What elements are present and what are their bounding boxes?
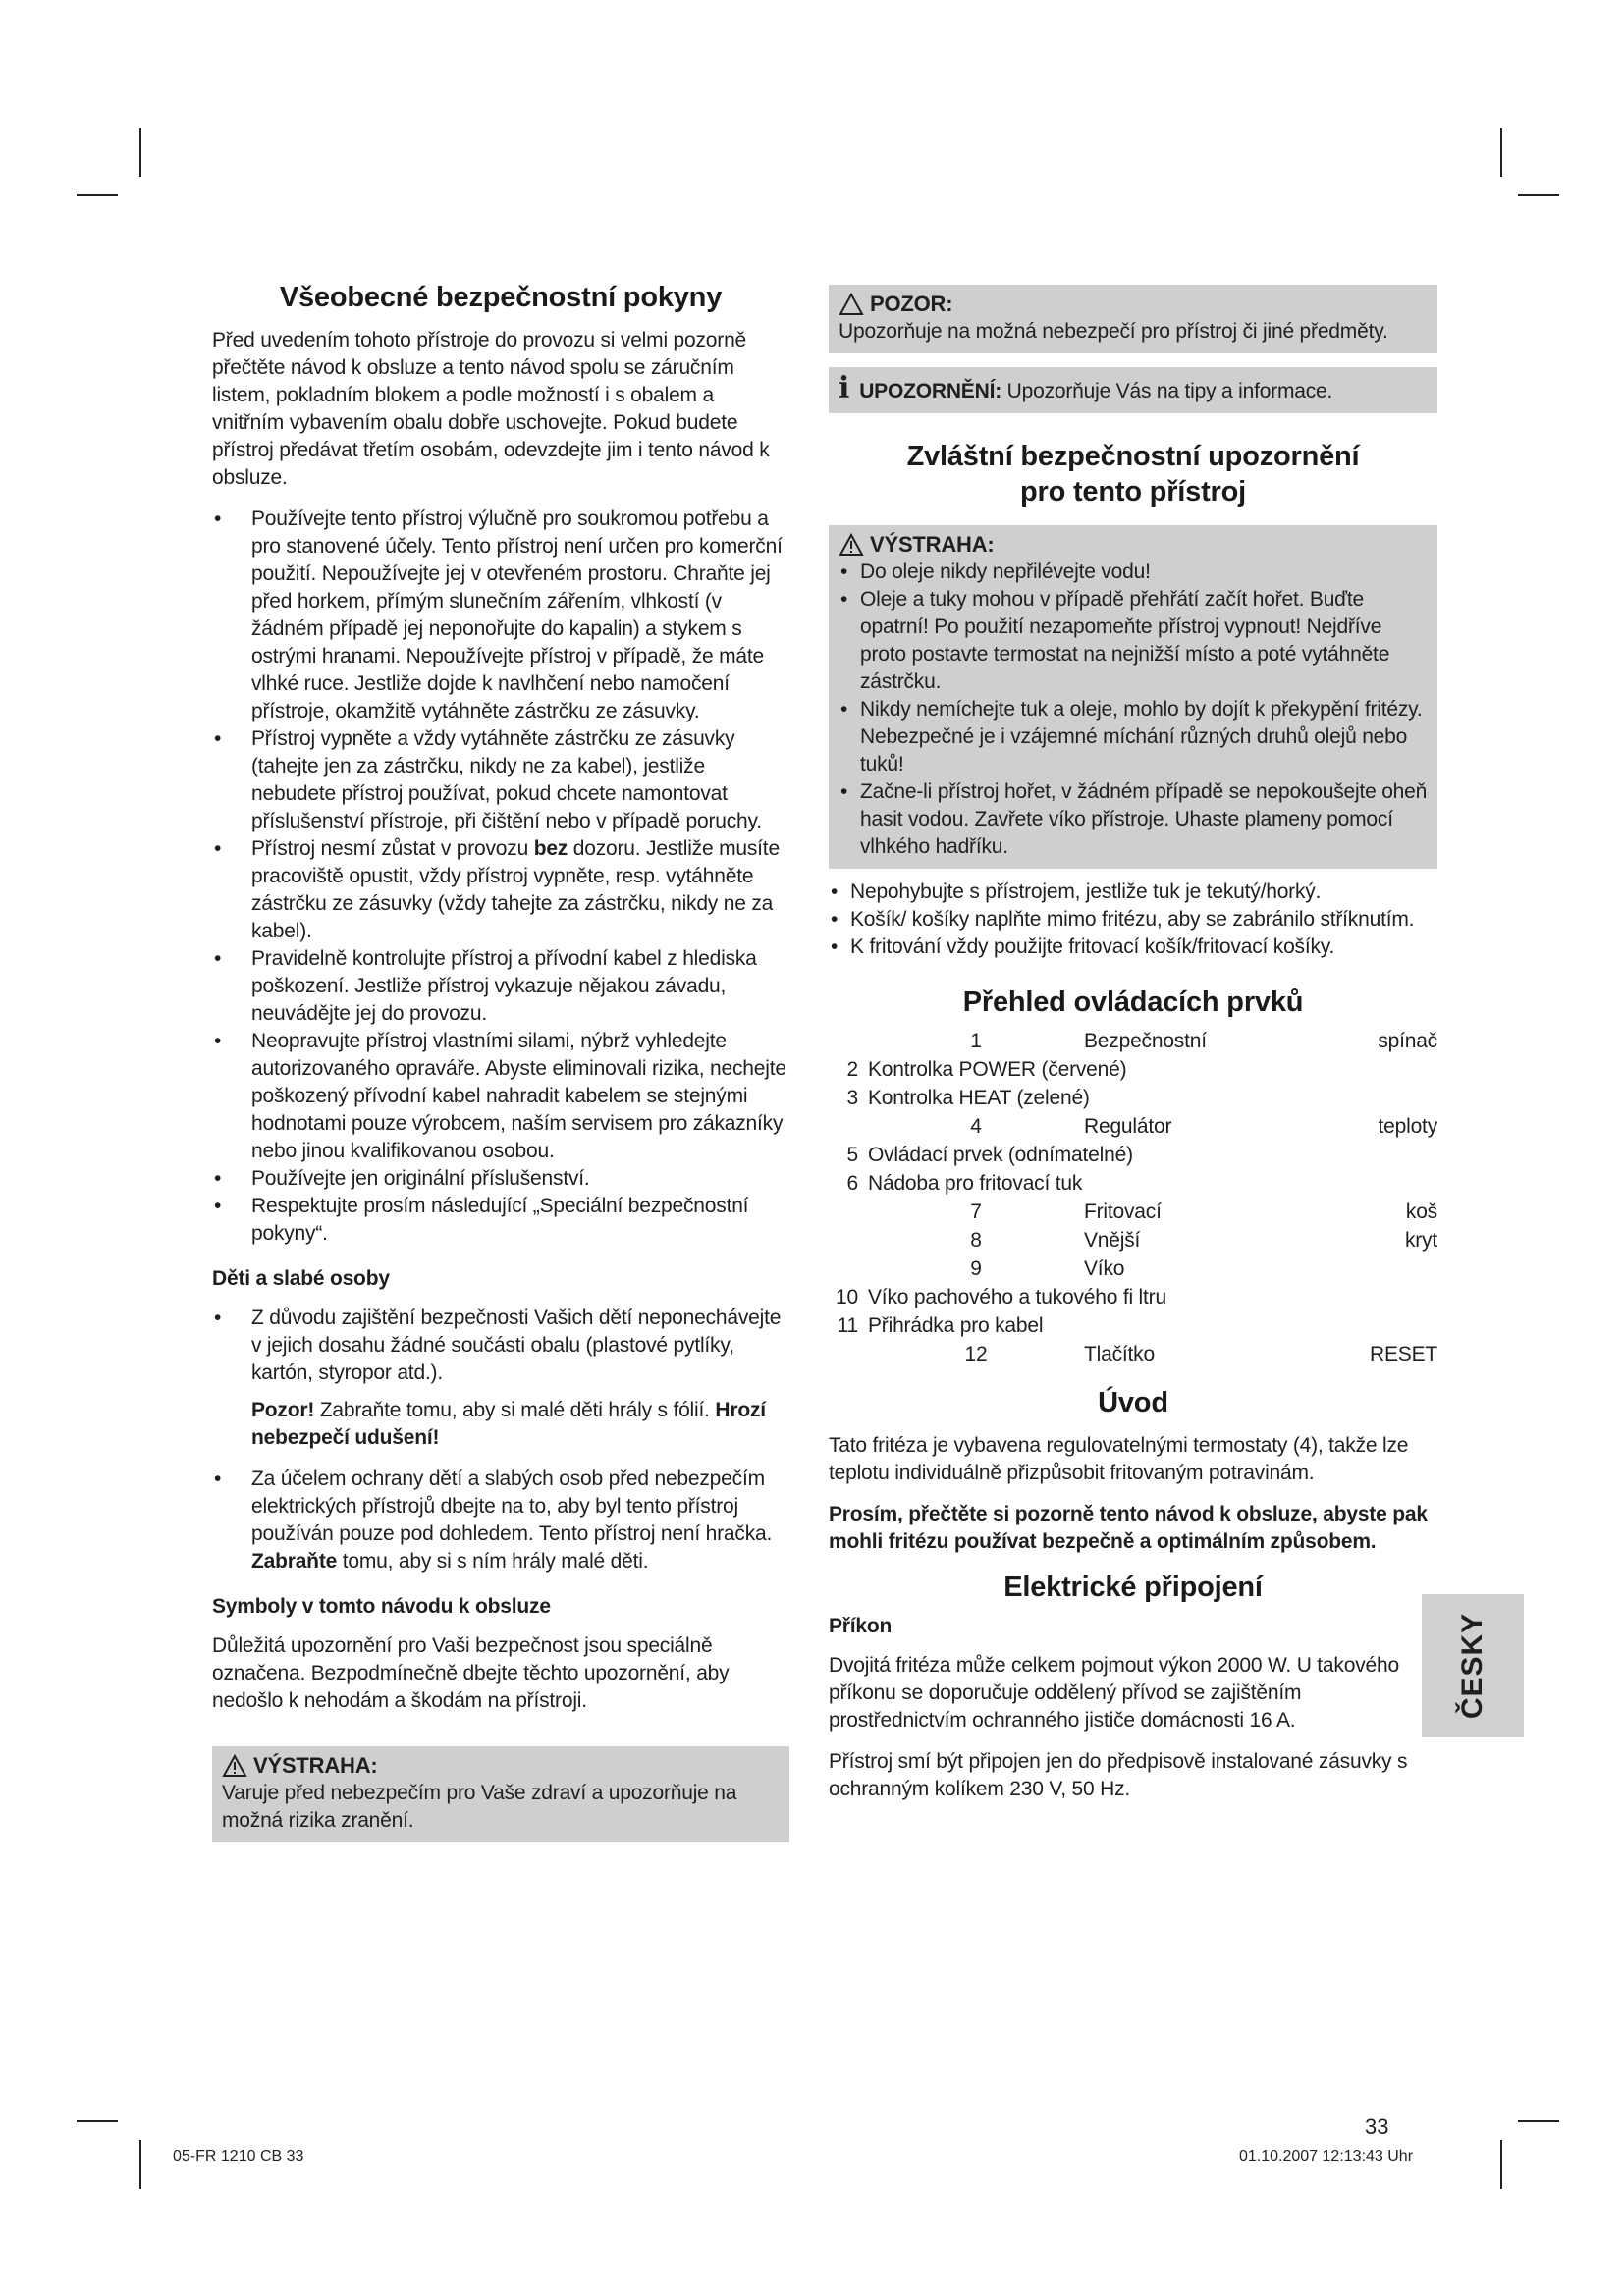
crop-mark <box>77 2120 118 2122</box>
control-label: Víko pachového a tukového fi ltru <box>868 1286 1166 1308</box>
control-number: 1 <box>970 1030 982 1052</box>
crop-mark <box>139 128 141 177</box>
crop-mark <box>77 194 118 196</box>
danger-box <box>829 525 1437 869</box>
list-item: • Oleje a tuky mohou v případě přehřátí začít hořet. Buďte opatrní! Po použití nezapomeňte přístroj vypnout! Nejdříve proto postavte termostat na nejnižší místo a poté vytáhněte zástrčku. <box>839 586 1428 696</box>
control-number: 10 <box>836 1286 858 1308</box>
list-item: • Do oleje nikdy nepřilévejte vodu! <box>839 559 1428 586</box>
control-row <box>829 1199 1437 1227</box>
control-number: 8 <box>970 1229 982 1252</box>
control-number: 12 <box>964 1343 988 1365</box>
control-row <box>829 1255 1437 1284</box>
warning-text: Varuje před nebezpečím pro Vaše zdraví a upozorňuje na možná rizika zranění. <box>222 1782 737 1832</box>
electrical-paragraph-1: Dvojitá fritéza může celkem pojmout výkon 2000 W. U takového příkonu se doporučuje oddělený přívod se zajištěním prostřednictvím ochranného jističe domácnosti 16 A. <box>829 1654 1399 1732</box>
control-number: 11 <box>837 1314 858 1337</box>
control-number-spacer <box>829 1028 868 1056</box>
list-item: • Respektujte prosím následující „Speciální bezpečnostní pokyny“. <box>212 1193 789 1248</box>
crop-mark <box>1518 194 1559 196</box>
danger-header <box>839 531 1428 559</box>
warning-triangle-icon <box>222 1754 247 1778</box>
footer-timestamp: 01.10.2007 12:13:43 Uhr <box>1239 2148 1414 2164</box>
children-heading: Děti a slabé osoby <box>212 1267 390 1290</box>
control-label: Tlačítko <box>1084 1343 1155 1365</box>
control-row <box>829 1227 1437 1255</box>
control-label-end: koš <box>1405 1201 1437 1223</box>
children-list-2 <box>212 1466 789 1575</box>
children-list <box>212 1305 789 1387</box>
danger-title: VÝSTRAHA: <box>870 532 995 557</box>
control-label: Regulátor <box>1084 1115 1172 1138</box>
children-note: Pozor! Zabraňte tomu, aby si malé děti hrály s fólií. Hrozí nebezpečí udušení! <box>251 1399 766 1449</box>
safety-list <box>212 506 789 1248</box>
control-number: 6 <box>846 1172 858 1195</box>
intro-bold-text: Prosím, přečtěte si pozorně tento návod k obsluze, abyste pak mohli fritézu používat bezpečně a optimálním způsobem. <box>829 1503 1428 1553</box>
control-number: 5 <box>846 1144 858 1166</box>
control-label-end <box>1310 1255 1437 1284</box>
electrical-title: Elektrické připojení <box>1003 1572 1263 1603</box>
symbols-paragraph: Důležitá upozornění pro Vaši bezpečnost jsou speciálně označena. Bezpodmínečně dbejte těchto upozornění, aby nedošlo k nehodám a škodám na přístroji. <box>212 1634 730 1712</box>
list-item: • Pravidelně kontrolujte přístroj a přívodní kabel z hlediska poškození. Jestliže přístroj vykazuje nějakou závadu, neuvádějte jej do provozu. <box>212 945 789 1028</box>
control-number: 2 <box>846 1058 858 1081</box>
control-label-end: spínač <box>1378 1030 1437 1052</box>
control-label-end: teploty <box>1378 1115 1437 1138</box>
list-item: • Neopravujte přístroj vlastními silami, nýbrž vyhledejte autorizovaného opraváře. Abyste eliminovali rizika, nechejte poškozený přívodní kabel nahradit kabelem se stejnými hodnotami pouze výrobcem, naším servisem pro zákazníky nebo jinou kvalifikovanou osobou. <box>212 1028 789 1165</box>
caution-header <box>839 291 1428 318</box>
list-item: • Za účelem ochrany dětí a slabých osob před nebezpečím elektrických přístrojů dbejte na to, aby byl tento přístroj používán pouze pod dohledem. Tento přístroj není hračka. Zabraňte tomu, aby si s ním hrály malé děti. <box>212 1466 789 1575</box>
control-row <box>829 1312 1437 1341</box>
controls-overview-title: Přehled ovládacích prvků <box>962 987 1304 1018</box>
control-label: Fritovací <box>1084 1201 1162 1223</box>
special-safety-title: Zvláštní bezpečnostní upozornění pro tento přístroj <box>906 441 1360 507</box>
info-text: Upozorňuje Vás na tipy a informace. <box>1001 380 1333 402</box>
control-label-end: kryt <box>1404 1229 1437 1252</box>
control-row <box>829 1142 1437 1170</box>
list-item: • Používejte tento přístroj výlučně pro soukromou potřebu a pro stanovené účely. Tento přístroj není určen pro komerční použití. Nepoužívejte jej v otevřeném prostoru. Chraňte jej před horkem, přímým slunečním zářením, vlhkostí (v žádném případě jej neponořujte do kapalin) a stykem s ostrými hranami. Nepoužívejte přístroj v případě, že máte vlhké ruce. Jestliže dojde k navlhčení nebo namočení přístroje, okamžitě vytáhněte zástrčku ze zásuvky. <box>212 506 789 725</box>
intro-paragraph: Před uvedením tohoto přístroje do provozu si velmi pozorně přečtěte návod k obsluze a tento návod spolu se záručním listem, pokladním blokem a podle možností i s obalem a vnitřním vybavením obalu dobře uschovejte. Pokud budete přístroj předávat třetím osobám, odevzdejte jim i tento návod k obsluze. <box>212 329 770 489</box>
control-row <box>829 1170 1437 1199</box>
control-number: 9 <box>970 1257 982 1280</box>
control-number: 3 <box>846 1087 858 1109</box>
control-number-spacer <box>829 1341 868 1369</box>
caution-triangle-icon <box>839 293 864 316</box>
crop-mark <box>1518 2120 1559 2122</box>
control-label: Víko <box>1084 1257 1125 1280</box>
control-label: Kontrolka POWER (červené) <box>868 1058 1127 1081</box>
info-title: UPOZORNĚNÍ: <box>859 380 1002 402</box>
power-heading: Příkon <box>829 1615 893 1637</box>
controls-table <box>829 1028 1437 1369</box>
footer-job-info: 05-FR 1210 CB 33 <box>173 2148 304 2164</box>
list-item: • Z důvodu zajištění bezpečnosti Vašich dětí neponechávejte v jejich dosahu žádné součásti obalu (plastové pytlíky, kartón, styropor atd.). <box>212 1305 789 1387</box>
crop-mark <box>1500 2140 1502 2189</box>
control-row <box>829 1113 1437 1142</box>
info-icon: i <box>839 371 850 405</box>
handling-list <box>829 879 1437 961</box>
control-row <box>829 1085 1437 1113</box>
control-label: Přihrádka pro kabel <box>868 1314 1044 1337</box>
caution-text: Upozorňuje na možná nebezpečí pro přístroj či jiné předměty. <box>839 320 1388 343</box>
control-number-spacer <box>829 1113 868 1142</box>
control-label-end: RESET <box>1369 1343 1437 1365</box>
warning-title: VÝSTRAHA: <box>253 1753 378 1778</box>
general-safety-title: Všeobecné bezpečnostní pokyny <box>279 282 723 313</box>
crop-mark <box>139 2140 141 2189</box>
danger-list <box>839 559 1428 861</box>
control-label: Ovládací prvek (odnímatelné) <box>868 1144 1133 1166</box>
warning-triangle-icon <box>839 533 864 557</box>
symbols-heading: Symboly v tomto návodu k obsluze <box>212 1595 551 1618</box>
info-box <box>829 367 1437 413</box>
left-column <box>212 280 789 1842</box>
control-row <box>829 1284 1437 1312</box>
list-item: • Košík/ košíky naplňte mimo fritézu, aby se zabránilo stříknutím. <box>829 906 1437 934</box>
list-item: • Nepohybujte s přístrojem, jestliže tuk je tekutý/horký. <box>829 879 1437 906</box>
control-number: 4 <box>970 1115 982 1138</box>
intro-title: Úvod <box>1098 1387 1168 1418</box>
intro-text: Tato fritéza je vybavena regulovatelnými termostaty (4), takže lze teplotu individuálně přizpůsobit fritovaným potravinám. <box>829 1434 1409 1484</box>
control-row <box>829 1056 1437 1085</box>
list-item: • Přístroj vypněte a vždy vytáhněte zástrčku ze zásuvky (tahejte jen za zástrčku, nikdy ne za kabel), jestliže nebudete přístroj používat, pokud chcete namontovat příslušenství přístroje, při čištění nebo v případě poruchy. <box>212 725 789 835</box>
control-number-spacer <box>829 1199 868 1227</box>
control-row <box>829 1028 1437 1056</box>
crop-mark <box>1500 128 1502 177</box>
control-number-spacer <box>829 1227 868 1255</box>
list-item: • K fritování vždy použijte fritovací košík/fritovací košíky. <box>829 934 1437 961</box>
caution-title: POZOR: <box>870 292 953 316</box>
caution-box <box>829 285 1437 353</box>
electrical-paragraph-2: Přístroj smí být připojen jen do předpisově instalované zásuvky s ochranným kolíkem 230 V, 50 Hz. <box>829 1750 1408 1800</box>
list-item: • Používejte jen originální příslušenství. <box>212 1165 789 1193</box>
warning-box <box>212 1746 789 1842</box>
page-number: 33 <box>1365 2114 1389 2139</box>
list-item: • Začne-li přístroj hořet, v žádném případě se nepokoušejte oheň hasit vodou. Zavřete víko přístroje. Uhaste plameny pomocí vlhkého hadříku. <box>839 778 1428 861</box>
right-column <box>829 285 1437 1817</box>
control-row <box>829 1341 1437 1369</box>
warning-header <box>222 1752 780 1780</box>
list-item: • Nikdy nemíchejte tuk a oleje, mohlo by dojít k překypění fritézy. Nebezpečné je i vzájemné míchání různých druhů olejů nebo tuků! <box>839 696 1428 778</box>
language-tab-label: ČESKY <box>1456 1612 1489 1720</box>
control-number-spacer <box>829 1255 868 1284</box>
control-label: Vnější <box>1084 1229 1141 1252</box>
control-label: Kontrolka HEAT (zelené) <box>868 1087 1090 1109</box>
language-tab <box>1422 1594 1524 1737</box>
list-item: • Přístroj nesmí zůstat v provozu bez dozoru. Jestliže musíte pracoviště opustit, vždy přístroj vypněte, resp. vytáhněte zástrčku ze zásuvky (vždy tahejte za zástrčku, nikdy ne za kabel). <box>212 835 789 945</box>
control-label: Bezpečnostní <box>1084 1030 1207 1052</box>
control-label: Nádoba pro fritovací tuk <box>868 1172 1083 1195</box>
control-number: 7 <box>970 1201 982 1223</box>
